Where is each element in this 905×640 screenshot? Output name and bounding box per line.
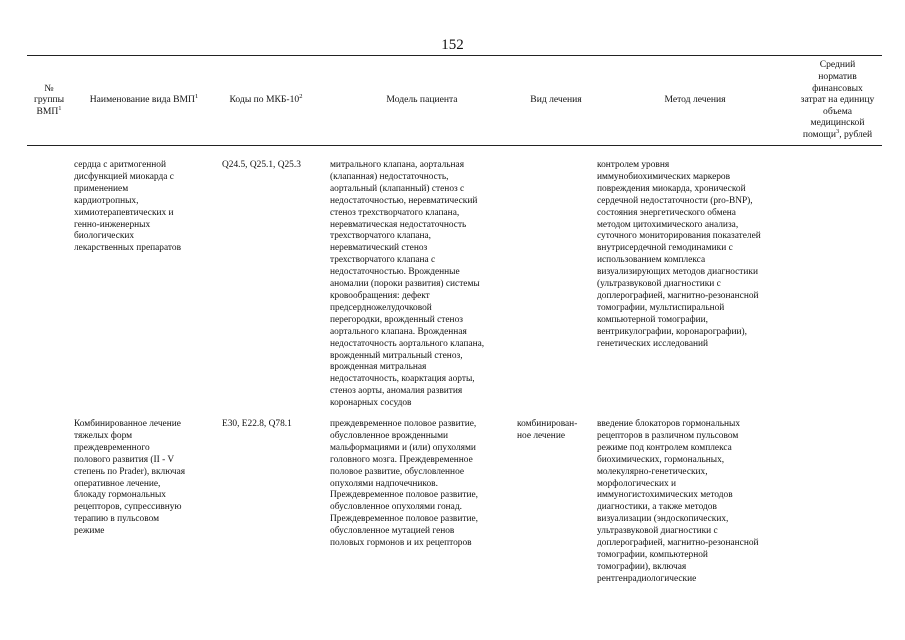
header-treatment-method — [597, 56, 793, 144]
header-financial-norm-footnote: 3 — [835, 127, 840, 135]
header-financial-norm-tail: , рублей — [839, 128, 873, 140]
header-vmp-name-text: Наименование вида ВМП — [89, 94, 195, 106]
row-patient-model: преждевременное половое развитие, обусловленное врожденными мальформациями и (или) опухолями головного мозга. Преждевременное половое развитие, обусловленное опухолями надпочечников. Преждевременное половое развитие, обусловленное опухолями гонад. Преждевременное половое развитие, обусловленное мутацией генов половых гормонов и их рецепторов — [330, 419, 478, 549]
header-vmp-name-footnote: 1 — [194, 93, 199, 101]
page-number: 152 — [441, 37, 464, 53]
row-patient-model: митрального клапана, аортальная (клапанная) недостаточность, аортальный (клапанный) стеноз с недостаточностью, неревматический стеноз трехстворчатого клапана, неревматическая недостаточность трехстворчатого клапана, неревматический стеноз трехстворчатого клапана с недостаточностью. Врожденные аномалии (пороки развития) системы кровообращения: дефект предсердножелудочковой перегородки, врожденный стеноз аортального клапана. Врожденная недостаточность аортального клапана, врожденный митральный стеноз, врожденная митральная недостаточность, коарктация аорты, стеноз аорты, аномалия развития коронарных сосудов — [330, 160, 485, 409]
header-financial-norm-text: Средний норматив финансовых затрат на единицу объема медицинской помощи — [800, 59, 875, 140]
header-icd-codes — [214, 56, 318, 144]
row-treatment-type: комбинирован- ное лечение — [517, 419, 578, 441]
header-group-number-text: № группы ВМП — [33, 82, 65, 117]
header-group-number — [27, 56, 71, 144]
row-treatment-method: контролем уровня иммунобиохимических маркеров повреждения миокарда, хронической сердечной недостаточности (pro-BNP), состояния энергетического обмена методом цитохимического анализа, суточного мониторирования показателей внутрисердечной гемодинамики с использованием комплекса визуализирующих методов диагностики (ультразвуковой диагностики с доплерографией, магнитно-резонансной томографии, мультиспиральной компьютерной томографии, вентрикулографии, коронарографии), генетических исследований — [597, 160, 761, 349]
header-icd-codes-text: Коды по МКБ-10 — [229, 94, 300, 106]
header-treatment-type-text: Вид лечения — [530, 94, 582, 106]
header-treatment-type — [517, 56, 595, 144]
header-vmp-name — [74, 56, 214, 144]
row-icd-codes: E30, E22.8, Q78.1 — [222, 419, 292, 429]
row-vmp-name: сердца с аритмогенной дисфункцией миокарда с применением кардиотропных, химиотерапевтических и генно-инженерных биологических лекарственных препаратов — [74, 160, 181, 254]
row-vmp-name: Комбинированное лечение тяжелых форм преждевременного полового развития (II - V степень по Prader), включая оперативное лечение, блокаду гормональных рецепторов, супрессивную терапию в пульсовом режиме — [74, 419, 186, 537]
header-financial-norm — [793, 56, 882, 144]
header-patient-model-text: Модель пациента — [386, 94, 458, 106]
row-treatment-method: введение блокаторов гормональных рецепторов в различном пульсовом режиме под контролем комплекса биохимических, гормональных, молекулярно-генетических, морфологических и иммуногистохимических методов диагностики, а также методов визуализации (эндоскопических, ультразвуковой диагностики с доплерографией, магнитно-резонансной томографии, компьютерной томографии), включая рентгенрадиологические — [597, 419, 759, 584]
header-icd-codes-footnote: 2 — [299, 93, 303, 101]
header-patient-model — [330, 56, 514, 144]
header-group-number-footnote: 1 — [58, 104, 62, 112]
table-header-bottom-rule — [27, 145, 882, 146]
header-treatment-method-text: Метод лечения — [664, 94, 726, 106]
row-icd-codes: Q24.5, Q25.1, Q25.3 — [222, 160, 301, 170]
